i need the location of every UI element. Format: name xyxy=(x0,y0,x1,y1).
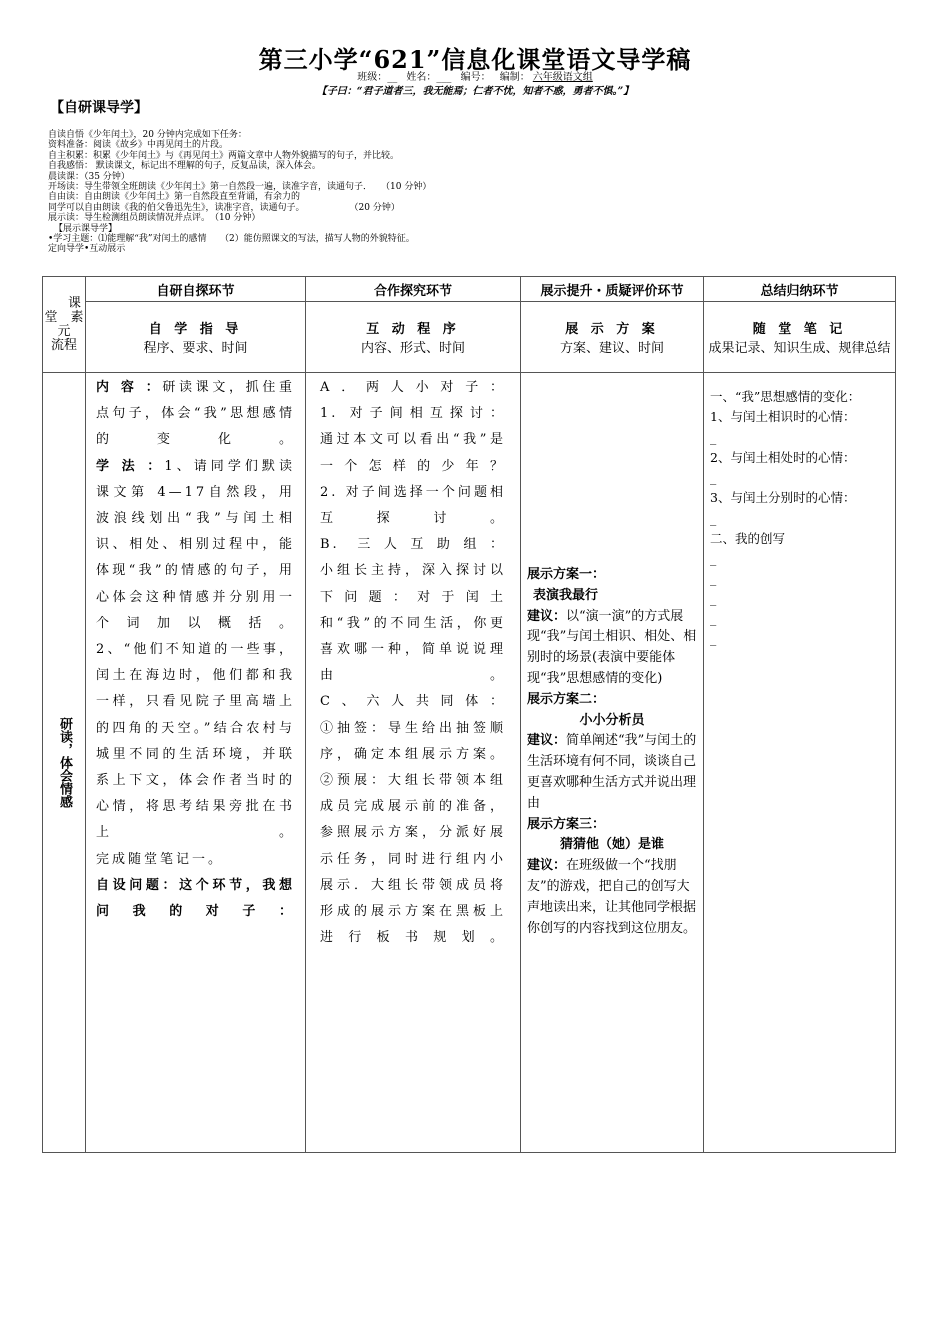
corner-line: 课 xyxy=(67,295,81,311)
corner-line: 元 xyxy=(57,323,97,339)
intro-line: 定向导学•互动展示 xyxy=(48,244,126,255)
sub-header-cell xyxy=(521,302,704,373)
blank-line: _ xyxy=(710,611,717,627)
meta-line xyxy=(0,68,950,83)
plan-2-suggestion-label: 建议： xyxy=(527,733,567,749)
method-label: 学 法 ： xyxy=(96,458,165,474)
header-presentation: 展示提升・质疑评价环节 xyxy=(521,277,704,302)
content-label: 内 容 ： xyxy=(96,380,163,395)
number-field: 编号： xyxy=(460,72,491,83)
plan-1-name: 表演我最行 xyxy=(533,587,599,603)
blank-line: _ xyxy=(710,470,717,486)
blank-line: _ xyxy=(710,591,717,607)
plan-3-label: 展示方案三： xyxy=(527,816,606,832)
blank-line: _ xyxy=(710,551,717,567)
intro-line: 展示读：导生检测组员朗读情况并点评。 （10 分钟） xyxy=(48,213,261,224)
plan-1-suggestion: 以“演一演”的方式展现“我”与闰土相识、相处、相别时的场景(表演中要能体现“我”思想感情的变化) xyxy=(527,608,697,686)
content-text: 研读课文，抓住重点句子，体会“我”思想感情的变化。 xyxy=(96,380,295,448)
notes-line: 2、与闰土相处时的心情： xyxy=(710,449,856,465)
intro-line: 开场读：导生带领全班朗读《少年闰土》第一自然段一遍，读准字音，读通句子． （10 分钟） xyxy=(48,182,432,193)
notes-text: 完成随堂笔记一。 xyxy=(96,851,225,867)
plan-1-label: 展示方案一： xyxy=(527,567,606,582)
intro-line: 晨读课：（35 分钟） xyxy=(48,171,130,182)
plan-1-suggestion-label: 建议： xyxy=(527,608,567,624)
group-b-title: B. 三人互助组： xyxy=(320,537,506,553)
name-field: 姓名：___ xyxy=(406,72,452,83)
intro-block xyxy=(48,130,928,255)
notes-line: 1、与闰土相识时的心情： xyxy=(710,409,856,425)
presentation-cell xyxy=(521,373,704,1153)
lesson-table xyxy=(42,276,896,1153)
summary-cell xyxy=(704,373,896,1153)
group-a1-title: 1. 对子间相互探讨： xyxy=(320,406,506,422)
intro-line: 自读自悟《少年闰土》，20 分钟内完成如下任务： xyxy=(48,130,247,140)
self-study-cell xyxy=(86,373,306,1153)
intro-line: •学习主题：⑴能理解“我”对闰土的感情 （2）能仿照课文的写法，描写人物的外貌特征。 xyxy=(48,234,415,245)
sub-desc: 程序、要求、时间 xyxy=(143,341,248,356)
section-heading: 【自研课导学】 xyxy=(50,100,148,116)
plan-3-suggestion-label: 建议： xyxy=(527,858,567,874)
header-self-study: 自研自探环节 xyxy=(86,277,306,302)
question-text: 自设问题：这个环节，我想问我的对子： xyxy=(96,877,295,920)
editor-value: 六年级语文组 xyxy=(532,72,593,83)
blank-line: _ xyxy=(710,631,717,647)
notes-line: 二、我的创写 xyxy=(710,530,786,546)
sub-title: 自 学 指 导 xyxy=(148,322,243,337)
method-text: 1、请同学们默读课文第 4—17自然段，用波浪线划出“我”与闰土相识、相处、相别过程中，能体现“我”的情感的句子，用心体会这种情感并分别用一个词加以概括。 xyxy=(96,458,295,631)
notes-line: 一、“我”思想感情的变化： xyxy=(710,389,861,404)
sub-title: 互 动 程 序 xyxy=(366,322,460,337)
group-a-title: A．两人小对子： xyxy=(320,380,506,395)
group-c2-text: ②预展：大组长带领本组成员完成展示前的准备，参照展示方案，分派好展示任务，同时进行组内小展示．大组长带领成员将形成的展示方案在黑板上进行板书规划。 xyxy=(320,773,506,946)
sub-desc: 方案、建议、时间 xyxy=(559,341,664,356)
row-label: 研读，体会情感 xyxy=(57,717,72,808)
blank-line: _ xyxy=(710,571,717,587)
point-2: 2、“他们不知道的一些事，闰土在海边时，他们都和我一样，只看见院子里高墙上的四角的天空。”结合农村与城里不同的生活环境，并联系上下文，体会作者当时的心情，将思考结果旁批在书上。 xyxy=(96,642,295,841)
quote-line: 【子曰：“君子道者三，我无能焉；仁者不忧，知者不惑，勇者不惧。”】 xyxy=(316,86,634,97)
sub-title: 随 堂 笔 记 xyxy=(752,322,847,337)
intro-line: 资料准备：阅读《故乡》中再见闰土的片段。 xyxy=(48,140,229,151)
blank-line: _ xyxy=(710,510,717,526)
plan-3-name: 猜猜他（她）是谁 xyxy=(559,837,664,853)
sub-header-cell xyxy=(704,302,896,373)
cooperation-cell xyxy=(306,373,521,1153)
sub-title: 展 示 方 案 xyxy=(565,322,659,337)
sub-desc: 内容、形式、时间 xyxy=(360,341,465,356)
sub-header-cell xyxy=(86,302,306,373)
sub-header-cell xyxy=(306,302,521,373)
sub-desc: 成果记录、知识生成、规律总结 xyxy=(708,341,891,356)
header-cooperation: 合作探究环节 xyxy=(306,277,521,302)
plan-2-name: 小小分析员 xyxy=(579,712,645,728)
plan-3-suggestion: 在班级做一个“找朋友”的游戏，把自己的创写大声地读出来，让其他同学根据你创写的内容找到这位朋友。 xyxy=(527,858,697,936)
intro-line: 自主积累：积累《少年闰土》与《再见闰土》两篇文章中人物外貌描写的句子，并比较。 xyxy=(48,150,400,161)
intro-line: 【展示课导学】 xyxy=(54,223,118,234)
group-a1-text: 通过本文可以看出“我”是一个怎样的少年？ xyxy=(320,432,506,474)
notes-line: 3、与闰土分别时的心情： xyxy=(710,490,856,506)
blank-line: _ xyxy=(710,429,717,445)
class-field: 班级：__ xyxy=(357,72,398,83)
group-a2-text: 2. 对子间选择一个问题相互探讨。 xyxy=(320,484,506,527)
header-summary: 总结归纳环节 xyxy=(704,277,896,302)
corner-line: 流程 xyxy=(50,337,77,353)
intro-line: 自由读：自由朗读《少年闰土》第一自然段直至背诵，有余力的 xyxy=(48,192,301,203)
group-b-text: 小组长主持，深入探讨以下问题：对于闰土和“我”的不同生活，你更喜欢哪一种，简单说说理由。 xyxy=(320,563,506,684)
intro-line: 自我感悟： 默读课文，标记出不理解的句子，反复品读，深入体会。 xyxy=(48,161,321,172)
plan-2-suggestion: 简单阐述“我”与闰土的生活环境有何不同，谈谈自己更喜欢哪种生活方式并说出理由 xyxy=(527,733,697,811)
row-label-cell xyxy=(43,373,86,1153)
group-c1-text: ①抽签：导生给出抽签顺序，确定本组展示方案。 xyxy=(320,720,506,762)
corner-line: 堂 素 xyxy=(44,309,84,325)
intro-line: 同学可以自由朗读《我的伯父鲁迅先生》，读准字音，读通句子。 （20 分钟） xyxy=(48,202,400,213)
page-title: 第三小学“621”信息化课堂语文导学稿 xyxy=(258,45,692,74)
plan-2-label: 展示方案二： xyxy=(527,691,606,707)
corner-cell xyxy=(43,277,97,373)
editor-label: 编制： xyxy=(499,72,530,83)
group-c-title: C、六人共同体： xyxy=(320,694,506,710)
